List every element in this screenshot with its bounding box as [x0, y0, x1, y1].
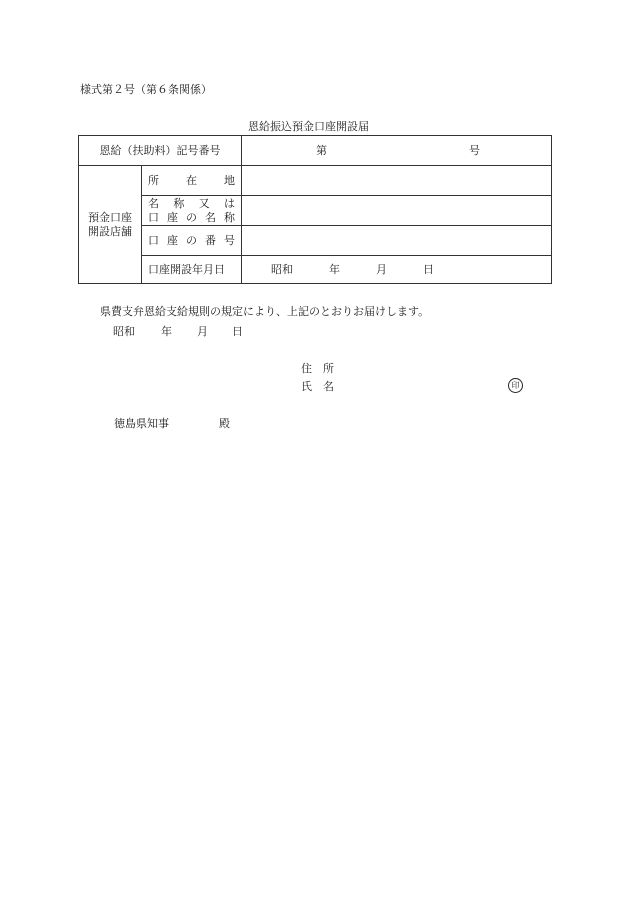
- open-date-label: [142, 256, 242, 284]
- label-char: 座: [167, 233, 178, 247]
- form-number: 様式第２号（第６条関係）: [80, 83, 212, 96]
- date-month: 月: [197, 325, 208, 338]
- label-char: 名: [205, 210, 216, 224]
- open-date-row: [79, 256, 552, 284]
- account-number-label: [142, 226, 242, 256]
- seal-icon: 印: [508, 378, 523, 393]
- pension-number-row: [79, 136, 552, 166]
- address-label: [142, 166, 242, 196]
- name-row: [79, 196, 552, 226]
- account-number-row: [79, 226, 552, 256]
- label-char: は: [223, 197, 235, 211]
- label-char: 口: [148, 210, 159, 224]
- label-char: の: [186, 233, 197, 247]
- address-field[interactable]: [242, 166, 552, 196]
- open-date-field[interactable]: [242, 256, 552, 284]
- address-row: [79, 166, 552, 196]
- date-day: 日: [232, 325, 243, 338]
- account-form-table: [78, 135, 552, 284]
- bank-branch-group-label: [79, 166, 142, 284]
- addressee-honorific: 殿: [219, 417, 230, 430]
- pension-number-suffix: 号: [469, 143, 480, 157]
- pension-number-field[interactable]: [242, 136, 552, 166]
- label-char: 称: [173, 197, 185, 211]
- label-char: 号: [224, 233, 235, 247]
- group-label-line1: 預金口座: [88, 211, 132, 225]
- label-char: 又: [198, 197, 210, 211]
- applicant-address-label: 住 所: [301, 362, 334, 375]
- name-label: [142, 196, 242, 226]
- date-year: 年: [161, 325, 172, 338]
- pension-number-label: 恩給（扶助料）記号番号: [79, 136, 242, 166]
- label-char: 地: [224, 173, 235, 187]
- label-char: 座: [167, 210, 178, 224]
- applicant-name-label: 氏 名: [301, 380, 334, 393]
- label-char: 番: [205, 233, 216, 247]
- label-char: 称: [224, 210, 235, 224]
- form-title: 恩給振込預金口座開設届: [248, 120, 369, 133]
- label-char: 名: [148, 197, 159, 211]
- label-char: 口: [148, 233, 159, 247]
- addressee-recipient: 徳島県知事: [114, 417, 169, 430]
- declaration-text: 県費支弁恩給支給規則の規定により、上記のとおりお届けします。: [100, 305, 430, 318]
- label-char: の: [186, 210, 197, 224]
- open-date-month: 月: [376, 262, 387, 276]
- label-char: 所: [148, 173, 159, 187]
- name-field[interactable]: [242, 196, 552, 226]
- account-number-field[interactable]: [242, 226, 552, 256]
- group-label-line2: 開設店舗: [88, 224, 132, 238]
- date-era: 昭和: [113, 325, 135, 338]
- open-date-era: 昭和: [271, 262, 293, 276]
- open-date-day: 日: [423, 262, 434, 276]
- open-date-year: 年: [329, 262, 340, 276]
- label-char: 在: [186, 173, 197, 187]
- open-date-text: 口座開設年月日: [148, 262, 225, 276]
- pension-number-prefix: 第: [316, 143, 327, 157]
